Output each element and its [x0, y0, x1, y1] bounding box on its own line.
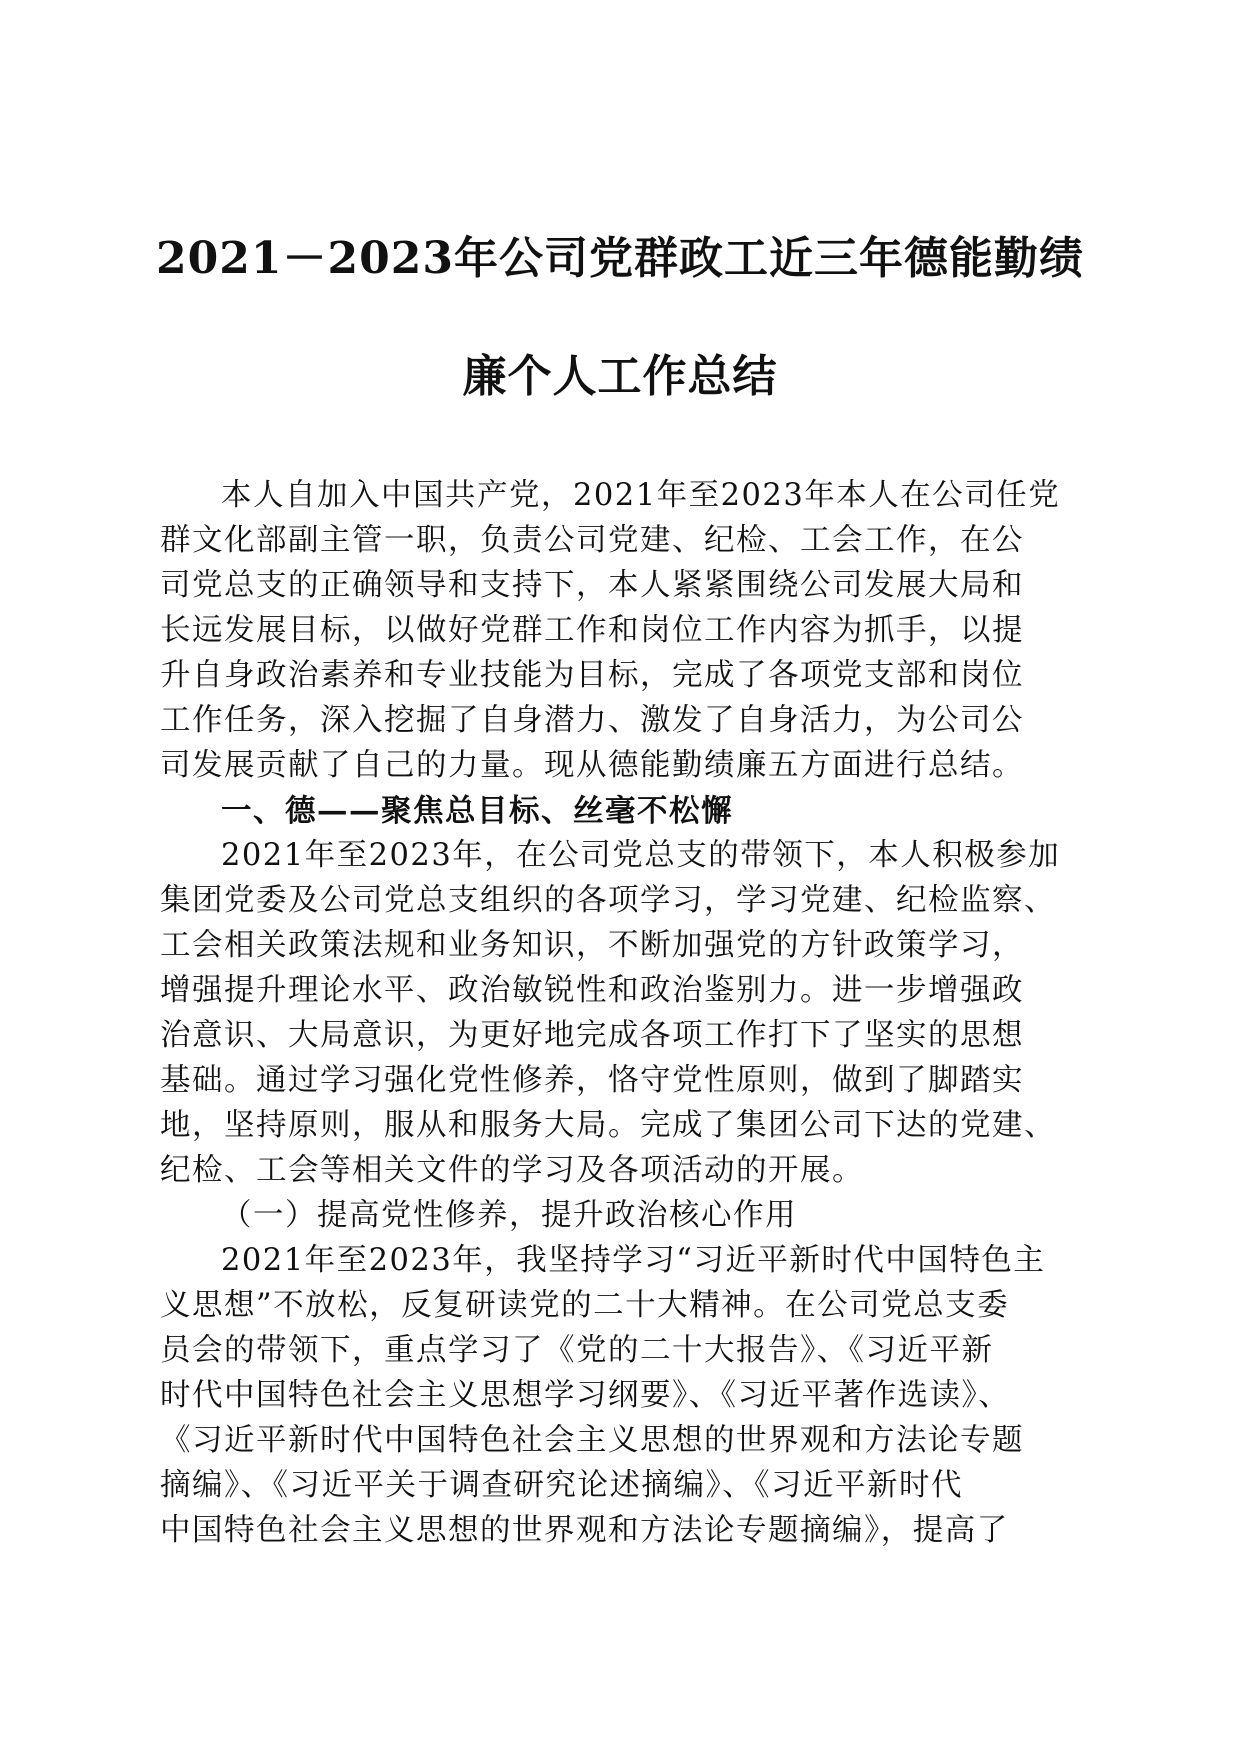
- paragraph-line: 本人自加入中国共产党，2021年至2023年本人在公司任党: [221, 478, 1061, 513]
- paragraph-line: 时代中国特色社会主义思想学习纲要》、《习近平著作选读》、: [160, 1378, 1011, 1413]
- paragraph-line: 治意识、大局意识，为更好地完成各项工作打下了坚实的思想: [160, 1018, 1024, 1053]
- paragraph-line: 工作任务，深入挖掘了自身潜力、激发了自身活力，为公司公: [160, 703, 1024, 738]
- paragraph-line: 升自身政治素养和专业技能为目标，完成了各项党支部和岗位: [160, 658, 1024, 693]
- document-title-line-2: 廉个人工作总结: [462, 351, 778, 402]
- paragraph-line: 工会相关政策法规和业务知识，不断加强党的方针政策学习，: [160, 928, 1024, 963]
- paragraph-line: 纪检、工会等相关文件的学习及各项活动的开展。: [160, 1153, 864, 1188]
- paragraph-line: 增强提升理论水平、政治敏锐性和政治鉴别力。进一步增强政: [160, 973, 1024, 1008]
- document-title-line-1: 2021－2023年公司党群政工近三年德能勤绩: [156, 233, 1084, 284]
- paragraph-line: 长远发展目标，以做好党群工作和岗位工作内容为抓手，以提: [160, 613, 1024, 648]
- subsection-heading: （一）提高党性修养，提升政治核心作用: [221, 1198, 797, 1233]
- paragraph-line: 义思想”不放松，反复研读党的二十大精神。在公司党总支委: [160, 1288, 1010, 1323]
- paragraph-line: 地，坚持原则，服从和服务大局。完成了集团公司下达的党建、: [160, 1108, 1056, 1143]
- section-heading: 一、德——聚焦总目标、丝毫不松懈: [221, 793, 733, 829]
- paragraph-line: 摘编》、《习近平关于调查研究论述摘编》、《习近平新时代: [160, 1468, 963, 1503]
- paragraph-line: 司发展贡献了自己的力量。现从德能勤绩廉五方面进行总结。: [160, 748, 1024, 783]
- paragraph-line: 中国特色社会主义思想的世界观和方法论专题摘编》，提高了: [160, 1513, 1009, 1548]
- paragraph-line: 基础。通过学习强化党性修养，恪守党性原则，做到了脚踏实: [160, 1063, 1024, 1098]
- paragraph-line: 《习近平新时代中国特色社会主义思想的世界观和方法论专题: [160, 1423, 1024, 1458]
- paragraph-line: 司党总支的正确领导和支持下，本人紧紧围绕公司发展大局和: [160, 568, 1024, 603]
- paragraph-line: 2021年至2023年，在公司党总支的带领下，本人积极参加: [221, 838, 1061, 873]
- paragraph-line: 员会的带领下，重点学习了《党的二十大报告》、《习近平新: [160, 1333, 994, 1368]
- paragraph-line: 群文化部副主管一职，负责公司党建、纪检、工会工作，在公: [160, 523, 1024, 558]
- paragraph-line: 2021年至2023年，我坚持学习“习近平新时代中国特色主: [221, 1243, 1046, 1278]
- paragraph-line: 集团党委及公司党总支组织的各项学习，学习党建、纪检监察、: [160, 883, 1056, 918]
